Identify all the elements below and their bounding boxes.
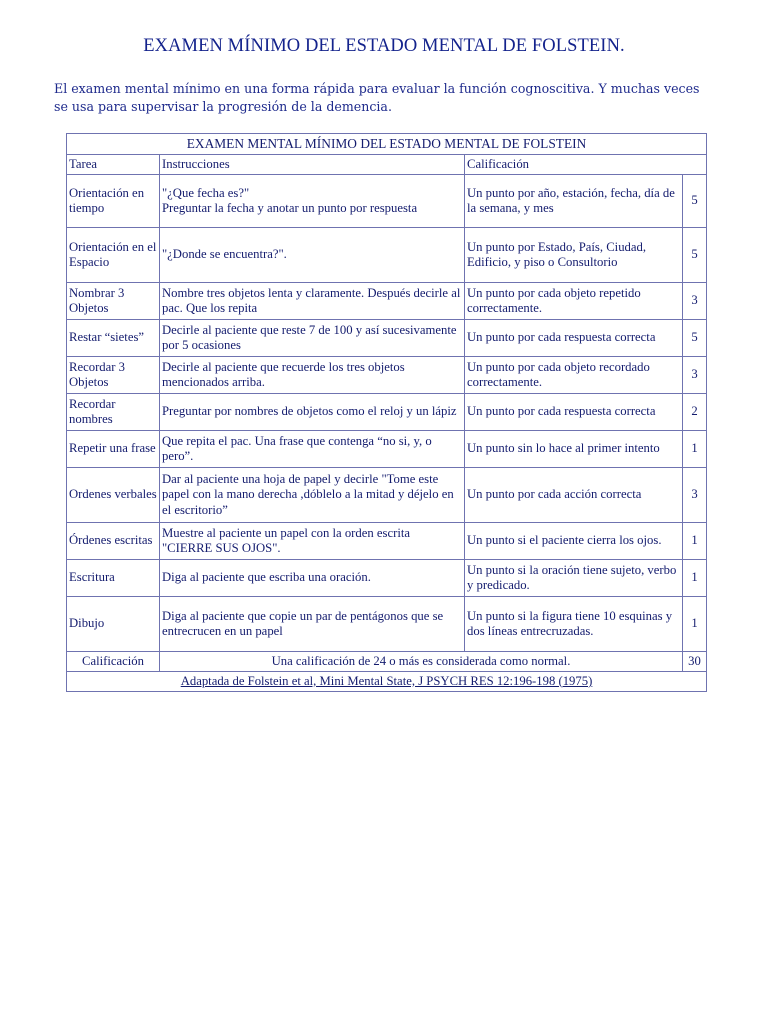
header-grading: Calificación xyxy=(465,155,707,175)
row-grading: Un punto por cada acción correcta xyxy=(465,468,683,523)
table-row xyxy=(67,357,707,394)
row-task: Restar “sietes” xyxy=(67,320,160,357)
row-task: Escritura xyxy=(67,560,160,597)
table-row xyxy=(67,175,707,228)
table-caption-row xyxy=(67,134,707,155)
row-task: Orientación en tiempo xyxy=(67,175,160,228)
row-instructions: Diga al paciente que escriba una oración. xyxy=(160,560,465,597)
row-task: Orientación en el Espacio xyxy=(67,228,160,283)
table-row xyxy=(67,560,707,597)
row-task: Recordar 3 Objetos xyxy=(67,357,160,394)
table-row xyxy=(67,597,707,652)
footer-total: 30 xyxy=(683,652,707,672)
row-instructions: "¿Que fecha es?" Preguntar la fecha y anotar un punto por respuesta xyxy=(160,175,465,228)
table-row xyxy=(67,320,707,357)
row-instructions: Dar al paciente una hoja de papel y decirle "Tome este papel con la mano derecha ,dóblelo a la mitad y déjelo en el escritorio” xyxy=(160,468,465,523)
row-score: 1 xyxy=(683,431,707,468)
row-task: Nombrar 3 Objetos xyxy=(67,283,160,320)
header-task: Tarea xyxy=(67,155,160,175)
row-grading: Un punto si el paciente cierra los ojos. xyxy=(465,523,683,560)
row-grading: Un punto por cada objeto repetido correctamente. xyxy=(465,283,683,320)
row-score: 1 xyxy=(683,523,707,560)
mmse-table xyxy=(66,133,707,692)
table-source-row xyxy=(67,672,707,692)
row-score: 1 xyxy=(683,597,707,652)
source-link[interactable]: Adaptada de Folstein et al, Mini Mental State, J PSYCH RES 12:196-198 (1975) xyxy=(180,673,593,688)
row-score: 3 xyxy=(683,357,707,394)
row-grading: Un punto si la figura tiene 10 esquinas y dos líneas entrecruzadas. xyxy=(465,597,683,652)
table-row xyxy=(67,394,707,431)
row-task: Recordar nombres xyxy=(67,394,160,431)
table-row xyxy=(67,228,707,283)
table-row xyxy=(67,468,707,523)
row-score: 3 xyxy=(683,283,707,320)
row-grading: Un punto por año, estación, fecha, día de la semana, y mes xyxy=(465,175,683,228)
document-title: EXAMEN MÍNIMO DEL ESTADO MENTAL DE FOLSTEIN. xyxy=(143,36,625,56)
row-score: 5 xyxy=(683,175,707,228)
row-task: Dibujo xyxy=(67,597,160,652)
row-instructions: Decirle al paciente que reste 7 de 100 y así sucesivamente por 5 ocasiones xyxy=(160,320,465,357)
row-instructions: Muestre al paciente un papel con la orden escrita "CIERRE SUS OJOS". xyxy=(160,523,465,560)
row-task: Órdenes escritas xyxy=(67,523,160,560)
row-score: 2 xyxy=(683,394,707,431)
table-row xyxy=(67,523,707,560)
row-instructions: Decirle al paciente que recuerde los tres objetos mencionados arriba. xyxy=(160,357,465,394)
row-score: 3 xyxy=(683,468,707,523)
row-instructions: "¿Donde se encuentra?". xyxy=(160,228,465,283)
table-body xyxy=(67,175,707,652)
header-instructions: Instrucciones xyxy=(160,155,465,175)
source-cell xyxy=(67,672,707,692)
row-grading: Un punto por Estado, País, Ciudad, Edificio, y piso o Consultorio xyxy=(465,228,683,283)
row-instructions: Diga al paciente que copie un par de pentágonos que se entrecrucen en un papel xyxy=(160,597,465,652)
table-footer-row xyxy=(67,652,707,672)
footer-text: Una calificación de 24 o más es considerada como normal. xyxy=(160,652,683,672)
table-header-row xyxy=(67,155,707,175)
row-score: 5 xyxy=(683,320,707,357)
row-grading: Un punto si la oración tiene sujeto, verbo y predicado. xyxy=(465,560,683,597)
intro-paragraph: El examen mental mínimo en una forma rápida para evaluar la función cognoscitiva. Y muchas veces se usa para supervisar la progresión de la demencia. xyxy=(54,81,700,114)
row-score: 5 xyxy=(683,228,707,283)
table-caption: EXAMEN MENTAL MÍNIMO DEL ESTADO MENTAL DE FOLSTEIN xyxy=(67,134,707,155)
row-instructions: Que repita el pac. Una frase que contenga “no si, y, o pero”. xyxy=(160,431,465,468)
table-row xyxy=(67,431,707,468)
table-row xyxy=(67,283,707,320)
footer-label: Calificación xyxy=(67,652,160,672)
row-instructions: Nombre tres objetos lenta y claramente. Después decirle al pac. Que los repita xyxy=(160,283,465,320)
row-task: Ordenes verbales xyxy=(67,468,160,523)
row-task: Repetir una frase xyxy=(67,431,160,468)
row-grading: Un punto sin lo hace al primer intento xyxy=(465,431,683,468)
row-grading: Un punto por cada respuesta correcta xyxy=(465,320,683,357)
row-grading: Un punto por cada respuesta correcta xyxy=(465,394,683,431)
row-score: 1 xyxy=(683,560,707,597)
row-grading: Un punto por cada objeto recordado correctamente. xyxy=(465,357,683,394)
row-instructions: Preguntar por nombres de objetos como el reloj y un lápiz xyxy=(160,394,465,431)
